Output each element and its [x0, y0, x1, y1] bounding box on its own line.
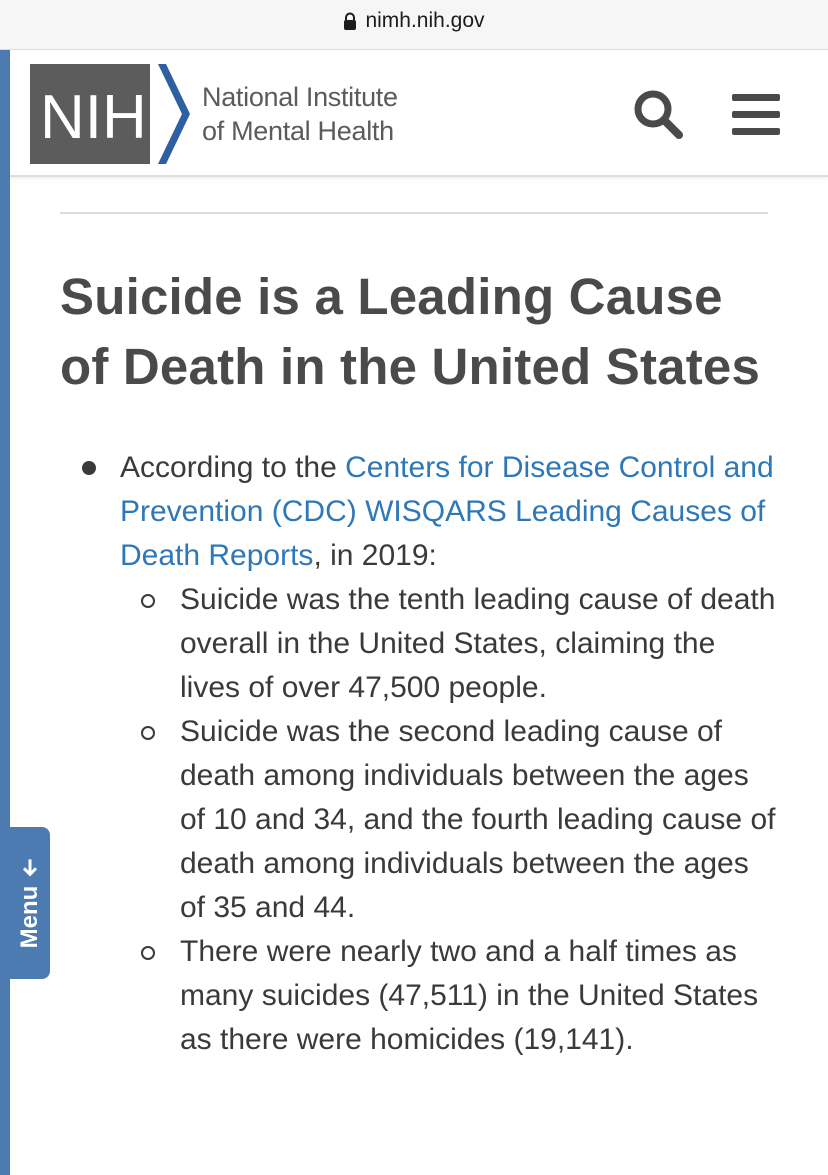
side-menu-tab-content	[16, 858, 44, 949]
sub-list	[120, 578, 780, 1062]
page-title: Suicide is a Leading Cause of Death in the United States	[60, 268, 761, 395]
sub-item-text: Suicide was the tenth leading cause of death overall in the United States, claiming the lives of over 47,500 people.	[180, 583, 776, 704]
hamburger-menu-icon	[730, 92, 784, 138]
side-menu-label: Menu	[16, 885, 43, 949]
article-content	[60, 446, 780, 1062]
url-display[interactable]	[343, 9, 484, 33]
search-icon	[632, 88, 686, 142]
sub-item-text: There were nearly two and a half times as many suicides (47,511) in the United States as there were homicides (19,141).	[180, 935, 759, 1056]
logo-line-1: National Institute	[202, 82, 398, 112]
list-item	[60, 446, 780, 1062]
browser-url-bar[interactable]	[0, 0, 828, 50]
sub-item-text: Suicide was the second leading cause of death among individuals between the ages of 10 and 34, and the fourth leading cause of death among individuals between the ages of 35 and 44.	[180, 715, 776, 924]
side-menu-tab[interactable]	[10, 827, 50, 979]
content-divider	[60, 212, 768, 214]
bullet-disc	[82, 461, 96, 475]
nimh-logo[interactable]	[30, 64, 398, 164]
cdc-wisqars-link[interactable]: Centers for Disease Control and Prevention (CDC) WISQARS Leading Causes of Death Reports	[120, 451, 774, 572]
logo-line-2: of Mental Health	[202, 116, 394, 146]
arrow-down-icon	[20, 859, 40, 877]
logo-text	[202, 80, 398, 148]
bullet-circle	[141, 726, 155, 740]
intro-text-before: According to the	[120, 451, 346, 484]
sub-list-item	[120, 578, 780, 710]
bullet-circle	[141, 946, 155, 960]
url-text: nimh.nih.gov	[365, 8, 485, 32]
hamburger-menu-button[interactable]	[730, 92, 784, 138]
nih-logo-mark	[30, 64, 190, 164]
sub-list-item	[120, 930, 780, 1062]
bullet-circle	[141, 594, 155, 608]
intro-text-after: , in 2019:	[313, 539, 437, 572]
site-header	[10, 50, 828, 177]
left-accent-stripe	[0, 50, 10, 1175]
sub-list-item	[120, 710, 780, 930]
logo-abbr: NIH	[40, 83, 147, 152]
search-button[interactable]	[632, 88, 686, 142]
lock-icon	[343, 12, 357, 30]
